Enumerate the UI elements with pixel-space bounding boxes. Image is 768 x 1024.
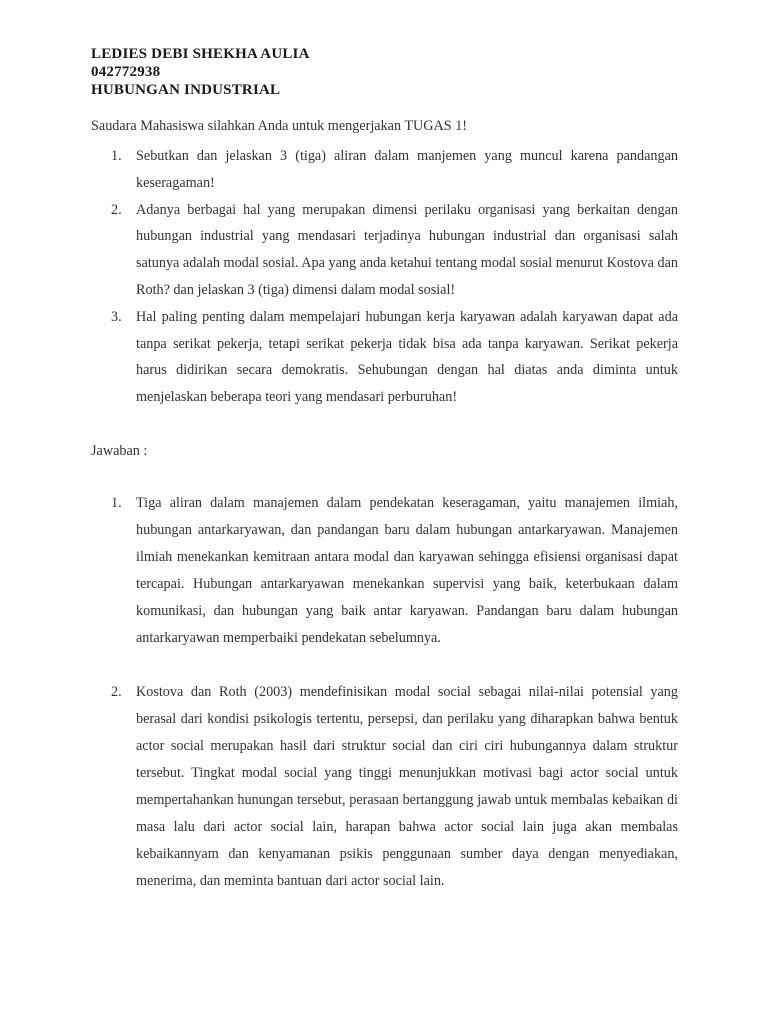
course-title: HUBUNGAN INDUSTRIAL — [91, 82, 281, 98]
question-item — [91, 197, 678, 304]
answer-text: Kostova dan Roth (2003) mendefinisikan modal social sebagai nilai-nilai potensial yang berasal dari kondisi psikologis tertentu, persepsi, dan perilaku yang diharapkan bahwa bentuk actor social merupakan hasil dari struktur social dan ciri ciri hubungannya dalam struktur tersebut. Tingkat modal social yang tinggi menunjukkan motivasi bagi actor social untuk mempertahankan hunungan tersebut, perasaan bertanggung jawab untuk membalas kebaikan di masa lalu dari actor social lain, harapan bahwa actor social lain juga akan membalas kebaikannyam dan kenyamanan psikis penggunaan sumber daya dengan menyediakan, menerima, dan meminta bantuan dari actor social lain. — [136, 684, 678, 889]
student-header — [91, 45, 691, 99]
answer-item — [91, 679, 678, 895]
student-name: LEDIES DEBI SHEKHA AULIA — [91, 46, 310, 62]
question-list — [91, 143, 678, 411]
answer-text: Tiga aliran dalam manajemen dalam pendekatan keseragaman, yaitu manajemen ilmiah, hubungan antarkaryawan, dan pandangan baru dalam hubungan antarkaryawan. Manajemen ilmiah menekankan kemitraan antara modal dan karyawan sehingga efisiensi organisasi dapat tercapai. Hubungan antarkaryawan menekankan supervisi yang baik, keterbukaan dalam komunikasi, dan hubungan yang baik antar karyawan. Pandangan baru dalam hubungan antarkaryawan memperbaiki pendekatan sebelumnya. — [136, 495, 678, 646]
question-text: Hal paling penting dalam mempelajari hubungan kerja karyawan adalah karyawan dapat ada tanpa serikat pekerja, tetapi serikat pekerja tidak bisa ada tanpa karyawan. Serikat pekerja harus didirikan secara demokratis. Sehubungan dengan hal diatas anda diminta untuk menjelaskan beberapa teori yang mendasari perburuhan! — [136, 308, 678, 406]
answer-item — [91, 490, 678, 652]
answers-heading: Jawaban : — [91, 443, 148, 459]
question-number: 1. — [111, 148, 122, 164]
student-id: 042772938 — [91, 64, 161, 80]
answer-number: 2. — [111, 684, 122, 700]
question-number: 2. — [111, 201, 122, 218]
assignment-intro: Saudara Mahasiswa silahkan Anda untuk mengerjakan TUGAS 1! — [91, 118, 468, 134]
question-text: Sebutkan dan jelaskan 3 (tiga) aliran dalam manjemen yang muncul karena pandangan keseragaman! — [136, 148, 678, 191]
answer-list — [91, 490, 678, 895]
answer-number: 1. — [111, 495, 122, 511]
question-text: Adanya berbagai hal yang merupakan dimensi perilaku organisasi yang berkaitan dengan hubungan industrial yang mendasari terjadinya hubungan industrial dan organisasi salah satunya adalah modal sosial. Apa yang anda ketahui tentang modal sosial menurut Kostova dan Roth? dan jelaskan 3 (tiga) dimensi dalam modal sosial! — [136, 201, 678, 298]
question-item — [91, 304, 678, 411]
question-number: 3. — [111, 308, 122, 325]
question-item — [91, 143, 678, 197]
